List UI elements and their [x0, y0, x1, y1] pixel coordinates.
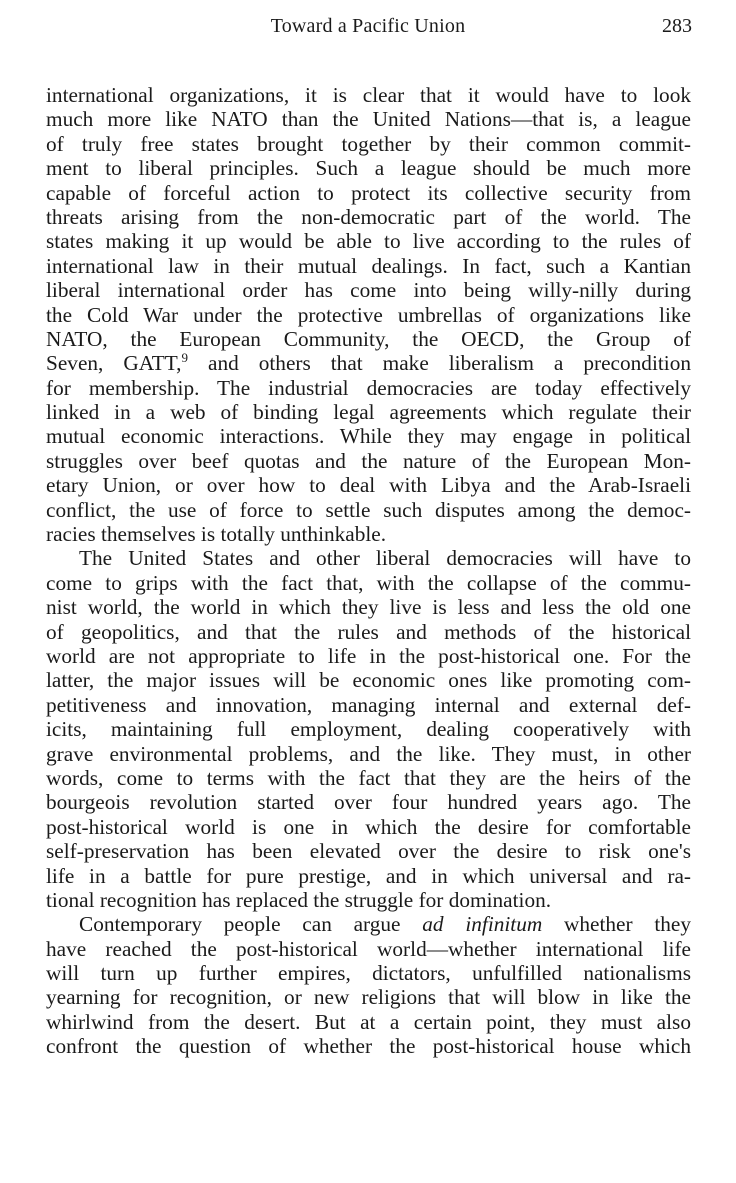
text-segment: and others that make liberalism a precondition	[188, 351, 691, 376]
paragraph-3	[46, 912, 691, 1058]
text-line: latter, the major issues will be economic ones like promoting com-	[46, 668, 691, 693]
text-line: confront the question of whether the post-historical house which	[46, 1034, 691, 1059]
text-segment: Seven, GATT,	[46, 351, 182, 376]
paragraph-2	[46, 546, 691, 912]
text-line: nist world, the world in which they live is less and less the old one	[46, 595, 691, 620]
text-line: world are not appropriate to life in the post-historical one. For the	[46, 643, 691, 668]
text-line: self-preservation has been elevated over the desire to risk one's	[46, 839, 691, 864]
text-line: linked in a web of binding legal agreements which regulate their	[46, 400, 691, 425]
text-line: petitiveness and innovation, managing internal and external def-	[46, 692, 691, 717]
text-line: much more like NATO than the United Nations—that is, a league	[46, 107, 691, 132]
page-number: 283	[662, 15, 692, 37]
text-line: icits, maintaining full employment, dealing cooperatively with	[46, 717, 691, 742]
text-line: of truly free states brought together by their common commit-	[46, 131, 691, 156]
text-line: will turn up further empires, dictators, unfulfilled nationalisms	[46, 961, 691, 986]
text-line: racies themselves is totally unthinkable.	[46, 522, 387, 547]
text-line: have reached the post-historical world—whether international life	[46, 936, 691, 961]
text-line: conflict, the use of force to settle such disputes among the democ-	[46, 497, 691, 522]
text-line: come to grips with the fact that, with the collapse of the commu-	[46, 570, 691, 595]
text-line: liberal international order has come into being willy-nilly during	[46, 278, 691, 303]
text-line: grave environmental problems, and the like. They must, in other	[46, 741, 691, 766]
text-line: international law in their mutual dealings. In fact, such a Kantian	[46, 253, 691, 278]
text-line: words, come to terms with the fact that they are the heirs of the	[46, 765, 691, 790]
text-line: for membership. The industrial democracies are today effectively	[46, 375, 691, 400]
text-line: states making it up would be able to live according to the rules of	[46, 229, 691, 254]
text-segment: whether they	[542, 912, 692, 937]
running-title: Toward a Pacific Union	[270, 15, 466, 37]
text-line: yearning for recognition, or new religions that will blow in like the	[46, 985, 691, 1010]
italic-phrase: ad infinitum	[422, 912, 543, 937]
text-line: life in a battle for pure prestige, and in which universal and ra-	[46, 863, 691, 888]
text-line: The United States and other liberal democracies will have to	[79, 546, 691, 571]
text-line	[46, 912, 691, 936]
text-line: tional recognition has replaced the struggle for domination.	[46, 887, 552, 912]
text-line: of geopolitics, and that the rules and methods of the historical	[46, 619, 691, 644]
body-text	[46, 83, 691, 1059]
text-line: post-historical world is one in which the desire for comfortable	[46, 814, 691, 839]
text-segment: Contemporary people can argue	[79, 912, 423, 937]
text-line	[46, 351, 691, 375]
text-line: struggles over beef quotas and the nature of the European Mon-	[46, 448, 691, 473]
text-line: international organizations, it is clear that it would have to look	[46, 83, 691, 107]
text-line: bourgeois revolution started over four hundred years ago. The	[46, 790, 691, 815]
text-line: ment to liberal principles. Such a league should be much more	[46, 156, 691, 181]
text-line: mutual economic interactions. While they may engage in political	[46, 424, 691, 449]
paragraph-1	[46, 83, 691, 546]
text-line: NATO, the European Community, the OECD, the Group of	[46, 326, 691, 351]
text-line: etary Union, or over how to deal with Libya and the Arab-Israeli	[46, 473, 691, 498]
text-line: whirlwind from the desert. But at a certain point, they must also	[46, 1009, 691, 1034]
text-line: capable of forceful action to protect its collective security from	[46, 180, 691, 205]
text-line: the Cold War under the protective umbrellas of organizations like	[46, 302, 691, 327]
text-line: threats arising from the non-democratic part of the world. The	[46, 204, 691, 229]
footnote-marker[interactable]: 9	[181, 349, 189, 365]
